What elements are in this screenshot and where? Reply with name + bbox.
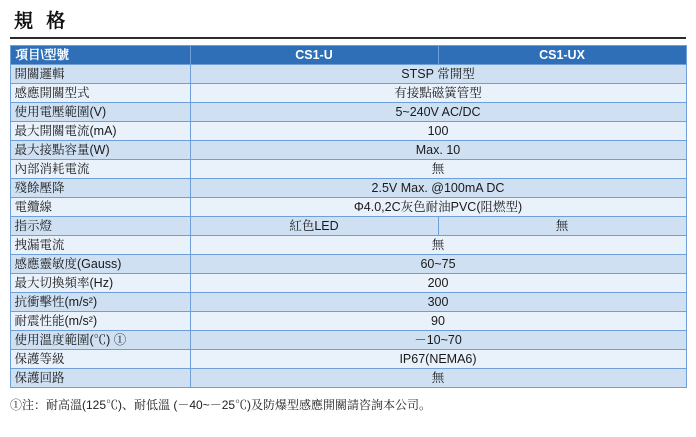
table-body bbox=[10, 65, 686, 388]
table-row bbox=[10, 331, 686, 350]
row-label: 拽漏電流 bbox=[10, 236, 190, 255]
footnote: ①注：耐高溫(125℃)、耐低溫 (－40~－25℃)及防爆型感應開關請咨詢本公司。 bbox=[10, 398, 432, 412]
row-value: Φ4.0,2C灰色耐油PVC(阻燃型) bbox=[190, 198, 686, 217]
row-value-cs1-u: 紅色LED bbox=[190, 217, 438, 236]
table-row bbox=[10, 179, 686, 198]
table-row bbox=[10, 122, 686, 141]
table-row bbox=[10, 198, 686, 217]
table-row bbox=[10, 255, 686, 274]
table-row bbox=[10, 369, 686, 388]
row-label: 耐震性能(m/s²) bbox=[10, 312, 190, 331]
column-header-item: 項目\型號 bbox=[10, 46, 190, 65]
row-label: 殘餘壓降 bbox=[10, 179, 190, 198]
table-row bbox=[10, 217, 686, 236]
row-label: 保護回路 bbox=[10, 369, 190, 388]
column-header-cs1-u: CS1-U bbox=[190, 46, 438, 65]
row-value: Max. 10 bbox=[190, 141, 686, 160]
row-value-cs1-ux: 無 bbox=[438, 217, 686, 236]
table-row bbox=[10, 236, 686, 255]
row-label: 感應靈敏度(Gauss) bbox=[10, 255, 190, 274]
row-value: 2.5V Max. @100mA DC bbox=[190, 179, 686, 198]
row-value: 有接點磁簧管型 bbox=[190, 84, 686, 103]
table-row bbox=[10, 84, 686, 103]
row-value: STSP 常開型 bbox=[190, 65, 686, 84]
page-title: 規 格 bbox=[14, 11, 70, 32]
row-label: 使用電壓範圍(V) bbox=[10, 103, 190, 122]
row-value: IP67(NEMA6) bbox=[190, 350, 686, 369]
row-label: 電纜線 bbox=[10, 198, 190, 217]
table-row bbox=[10, 293, 686, 312]
row-value: 300 bbox=[190, 293, 686, 312]
row-value: 無 bbox=[190, 160, 686, 179]
specification-table bbox=[10, 45, 687, 388]
row-label: 指示燈 bbox=[10, 217, 190, 236]
row-label: 最大切換頻率(Hz) bbox=[10, 274, 190, 293]
row-label: 內部消耗電流 bbox=[10, 160, 190, 179]
row-value: 100 bbox=[190, 122, 686, 141]
table-row bbox=[10, 160, 686, 179]
row-value: 無 bbox=[190, 236, 686, 255]
table-row bbox=[10, 312, 686, 331]
row-label: 開關邏輯 bbox=[10, 65, 190, 84]
row-value: 90 bbox=[190, 312, 686, 331]
row-label: 抗衝擊性(m/s²) bbox=[10, 293, 190, 312]
row-value: 200 bbox=[190, 274, 686, 293]
table-row bbox=[10, 141, 686, 160]
row-value: 60~75 bbox=[190, 255, 686, 274]
row-label: 感應開關型式 bbox=[10, 84, 190, 103]
table-row bbox=[10, 65, 686, 84]
row-value: 5~240V AC/DC bbox=[190, 103, 686, 122]
table-row bbox=[10, 274, 686, 293]
row-label: 最大接點容量(W) bbox=[10, 141, 190, 160]
column-header-cs1-ux: CS1-UX bbox=[438, 46, 686, 65]
row-label: 最大開關電流(mA) bbox=[10, 122, 190, 141]
row-label: 保護等級 bbox=[10, 350, 190, 369]
table-header-row bbox=[10, 46, 686, 65]
row-value: －10~70 bbox=[190, 331, 686, 350]
table-row bbox=[10, 350, 686, 369]
row-value: 無 bbox=[190, 369, 686, 388]
title-divider bbox=[10, 37, 686, 39]
table-row bbox=[10, 103, 686, 122]
row-label: 使用溫度範圍(℃) ① bbox=[10, 331, 190, 350]
